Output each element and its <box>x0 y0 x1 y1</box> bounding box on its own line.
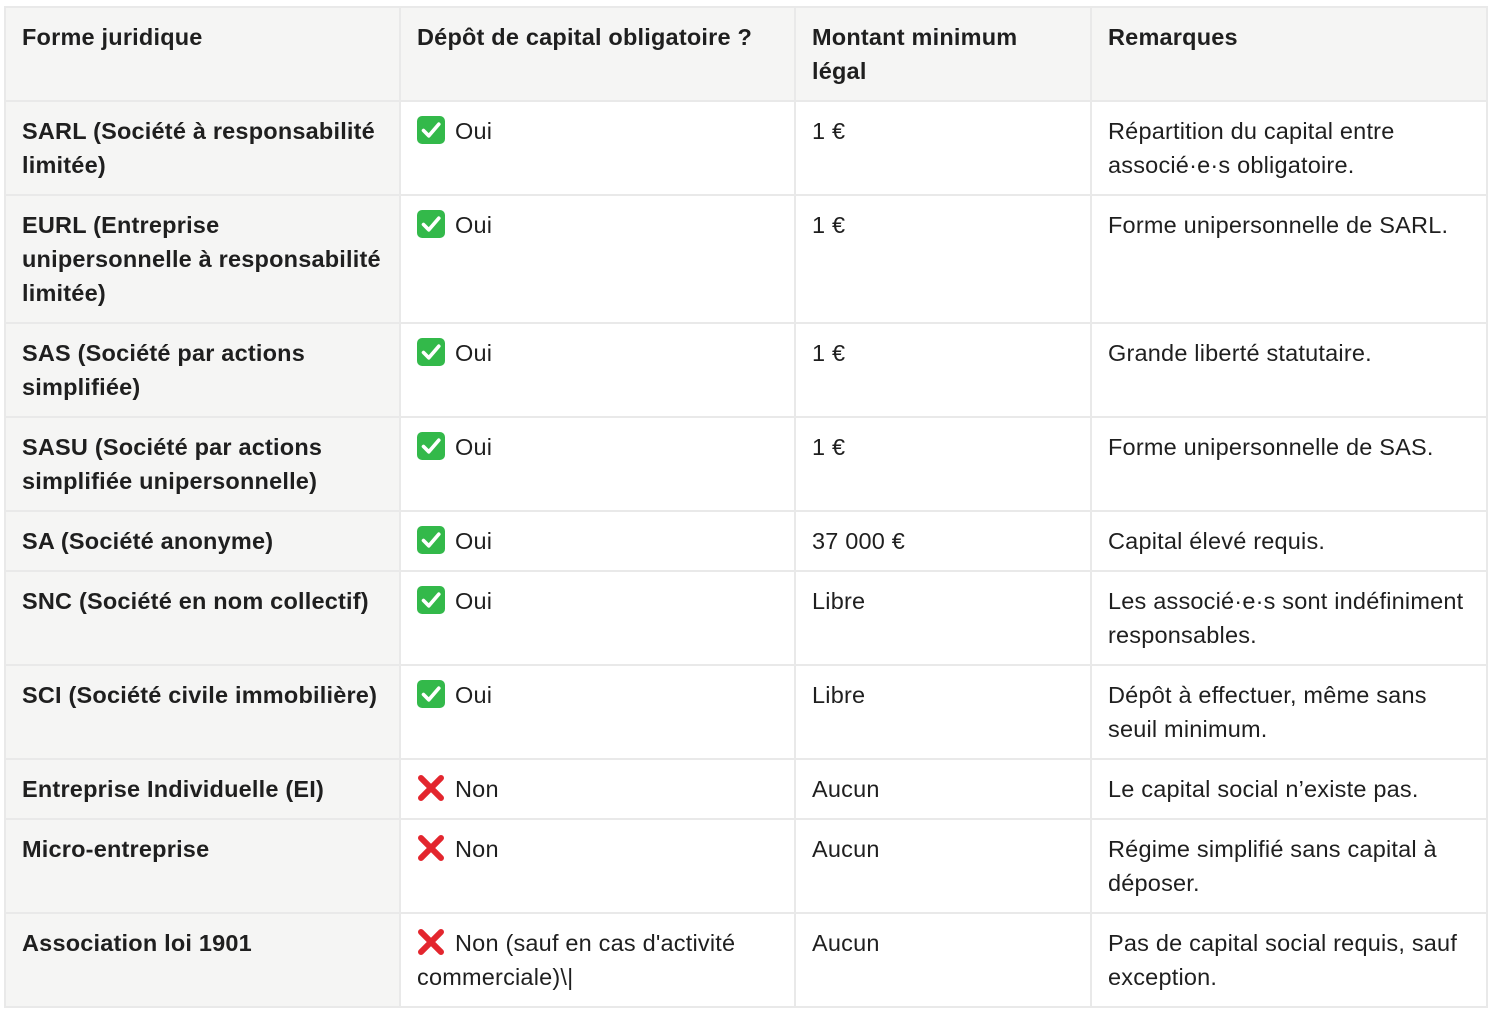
depot-value: Non <box>455 776 499 802</box>
check-mark-icon <box>417 210 445 238</box>
depot-value: Oui <box>455 434 493 460</box>
cell-depot-capital <box>400 195 795 323</box>
table-row <box>5 417 1487 511</box>
depot-value: Oui <box>455 588 493 614</box>
cell-forme-juridique: SCI (Société civile immobilière) <box>5 665 400 759</box>
depot-value: Oui <box>455 340 493 366</box>
header-montant-minimum: Montant minimum légal <box>795 7 1091 101</box>
cell-remarques: Le capital social n’existe pas. <box>1091 759 1487 819</box>
cell-forme-juridique: SA (Société anonyme) <box>5 511 400 571</box>
cell-montant-minimum: 1 € <box>795 417 1091 511</box>
cell-depot-capital <box>400 417 795 511</box>
cell-remarques: Les associé·e·s sont indéfiniment responsables. <box>1091 571 1487 665</box>
table-row <box>5 819 1487 913</box>
cell-remarques: Dépôt à effectuer, même sans seuil minimum. <box>1091 665 1487 759</box>
cell-depot-capital <box>400 571 795 665</box>
cell-depot-capital <box>400 101 795 195</box>
cell-forme-juridique: Entreprise Individuelle (EI) <box>5 759 400 819</box>
cell-remarques: Forme unipersonnelle de SARL. <box>1091 195 1487 323</box>
cell-forme-juridique: SASU (Société par actions simplifiée unipersonnelle) <box>5 417 400 511</box>
depot-value: Oui <box>455 682 493 708</box>
table-header-row <box>5 7 1487 101</box>
cell-forme-juridique: EURL (Entreprise unipersonnelle à responsabilité limitée) <box>5 195 400 323</box>
check-mark-icon <box>417 432 445 460</box>
check-mark-icon <box>417 526 445 554</box>
header-remarques: Remarques <box>1091 7 1487 101</box>
cell-forme-juridique: SARL (Société à responsabilité limitée) <box>5 101 400 195</box>
cell-montant-minimum: 1 € <box>795 101 1091 195</box>
cell-forme-juridique: Micro-entreprise <box>5 819 400 913</box>
cell-remarques: Forme unipersonnelle de SAS. <box>1091 417 1487 511</box>
depot-value: Oui <box>455 528 493 554</box>
depot-value: Non <box>455 836 499 862</box>
cell-montant-minimum: Libre <box>795 665 1091 759</box>
legal-forms-table-container <box>4 6 1486 1008</box>
cell-depot-capital <box>400 511 795 571</box>
table-row <box>5 571 1487 665</box>
cell-depot-capital <box>400 913 795 1007</box>
cell-depot-capital <box>400 665 795 759</box>
check-mark-icon <box>417 586 445 614</box>
cell-montant-minimum: Aucun <box>795 913 1091 1007</box>
table-row <box>5 195 1487 323</box>
cell-montant-minimum: Libre <box>795 571 1091 665</box>
depot-value: Non (sauf en cas d'activité commerciale)\| <box>417 930 736 990</box>
depot-value: Oui <box>455 212 493 238</box>
check-mark-icon <box>417 338 445 366</box>
cell-montant-minimum: Aucun <box>795 819 1091 913</box>
table-row <box>5 665 1487 759</box>
check-mark-icon <box>417 116 445 144</box>
header-forme-juridique: Forme juridique <box>5 7 400 101</box>
cell-depot-capital <box>400 759 795 819</box>
table-row <box>5 323 1487 417</box>
legal-forms-table <box>4 6 1488 1008</box>
cell-remarques: Pas de capital social requis, sauf exception. <box>1091 913 1487 1007</box>
header-depot-capital: Dépôt de capital obligatoire ? <box>400 7 795 101</box>
check-mark-icon <box>417 680 445 708</box>
cross-mark-icon <box>417 834 445 862</box>
table-row <box>5 759 1487 819</box>
cross-mark-icon <box>417 774 445 802</box>
depot-value: Oui <box>455 118 493 144</box>
table-row <box>5 101 1487 195</box>
cell-depot-capital <box>400 819 795 913</box>
cell-montant-minimum: 37 000 € <box>795 511 1091 571</box>
cell-remarques: Régime simplifié sans capital à déposer. <box>1091 819 1487 913</box>
cell-forme-juridique: Association loi 1901 <box>5 913 400 1007</box>
cell-depot-capital <box>400 323 795 417</box>
cell-montant-minimum: Aucun <box>795 759 1091 819</box>
cell-remarques: Répartition du capital entre associé·e·s obligatoire. <box>1091 101 1487 195</box>
cell-montant-minimum: 1 € <box>795 195 1091 323</box>
cell-remarques: Grande liberté statutaire. <box>1091 323 1487 417</box>
cell-montant-minimum: 1 € <box>795 323 1091 417</box>
table-row <box>5 511 1487 571</box>
cell-forme-juridique: SAS (Société par actions simplifiée) <box>5 323 400 417</box>
cell-forme-juridique: SNC (Société en nom collectif) <box>5 571 400 665</box>
cell-remarques: Capital élevé requis. <box>1091 511 1487 571</box>
cross-mark-icon <box>417 928 445 956</box>
table-row <box>5 913 1487 1007</box>
